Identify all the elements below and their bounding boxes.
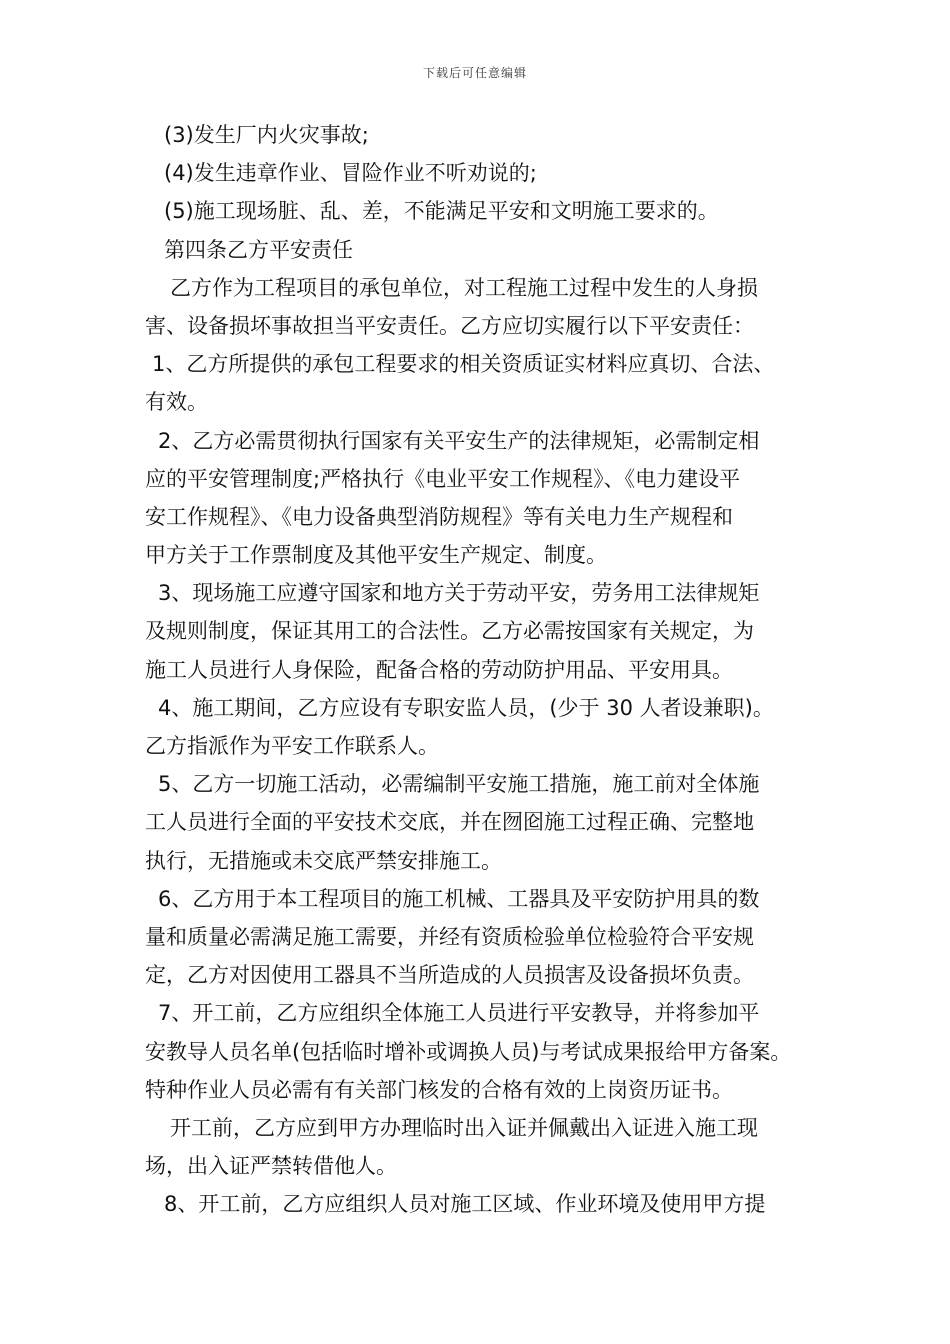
text-line: 及规则制度，保证其用工的合法性。乙方必需按国家有关规定，为 (145, 619, 754, 644)
document-body (145, 116, 835, 1223)
text-line: 害、设备损坏事故担当平安责任。乙方应切实履行以下平安责任： (145, 313, 754, 338)
text-line: 特种作业人员必需有有关部门核发的合格有效的上岗资历证书。 (145, 1077, 733, 1102)
text-line: 乙方作为工程项目的承包单位，对工程施工过程中发生的人身损 (170, 275, 758, 300)
text-line: 量和质量必需满足施工需要，并经有资质检验单位检验符合平安规 (145, 924, 754, 949)
text-line: 有效。 (145, 390, 208, 415)
page-header: 下载后可任意编辑 (422, 66, 527, 80)
section-heading: 第四条乙方平安责任 (164, 237, 353, 262)
text-line: 1、乙方所提供的承包工程要求的相关资质证实材料应真切、合法、 (152, 352, 775, 377)
text-line: 安教导人员名单(包括临时增补或调换人员)与考试成果报给甲方备案。 (145, 1039, 792, 1064)
text-line: 4、施工期间，乙方应设有专职安监人员，(少于 30 人者设兼职)。 (158, 695, 774, 720)
text-line: 场，出入证严禁转借他人。 (145, 1154, 397, 1179)
text-line: 安工作规程》、《电力设备典型消防规程》等有关电力生产规程和 (145, 504, 733, 529)
text-line: 3、现场施工应遵守国家和地方关于劳动平安，劳务用工法律规矩 (158, 581, 760, 606)
text-line: 2、乙方必需贯彻执行国家有关平安生产的法律规矩，必需制定相 (158, 428, 760, 453)
text-line: 甲方关于工作票制度及其他平安生产规定、制度。 (145, 543, 607, 568)
text-line: 7、开工前，乙方应组织全体施工人员进行平安教导，并将参加平 (158, 1001, 760, 1026)
text-line: 乙方指派作为平安工作联系人。 (145, 734, 439, 758)
text-line: (5)施工现场脏、乱、差，不能满足平安和文明施工要求的。 (164, 199, 719, 224)
text-line: 应的平安管理制度;严格执行《电业平安工作规程》、《电力建设平 (145, 466, 741, 491)
text-line: (4)发生违章作业、冒险作业不听劝说的; (164, 161, 537, 186)
text-line: 8、开工前，乙方应组织人员对施工区域、作业环境及使用甲方提 (164, 1192, 766, 1217)
text-line: 定，乙方对因使用工器具不当所造成的人员损害及设备损坏负责。 (145, 963, 754, 988)
text-line: 6、乙方用于本工程项目的施工机械、工器具及平安防护用具的数 (158, 886, 760, 911)
text-line: 施工人员进行人身保险，配备合格的劳动防护用品、平安用具。 (145, 657, 733, 682)
text-line: 执行，无措施或未交底严禁安排施工。 (145, 848, 502, 873)
text-line: 工人员进行全面的平安技术交底，并在囫囵施工过程正确、完整地 (145, 810, 754, 835)
text-line: 开工前，乙方应到甲方办理临时出入证并佩戴出入证进入施工现 (170, 1115, 758, 1140)
text-line: 5、乙方一切施工活动，必需编制平安施工措施，施工前对全体施 (158, 772, 760, 797)
text-line: (3)发生厂内火灾事故; (164, 123, 369, 147)
